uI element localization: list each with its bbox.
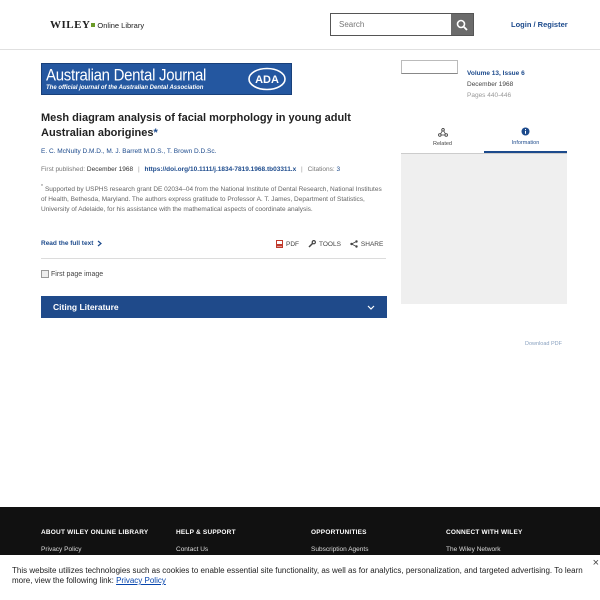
footer-heading: ABOUT WILEY ONLINE LIBRARY — [41, 529, 149, 536]
meta-separator: | — [301, 166, 303, 173]
logo-wiley-text: WILEY — [50, 19, 91, 31]
search-button[interactable] — [451, 14, 473, 35]
article-title — [41, 111, 386, 141]
meta-separator: | — [137, 166, 140, 173]
site-header — [0, 0, 600, 50]
login-register-link[interactable]: Login / Register — [511, 20, 568, 29]
article-tools — [276, 240, 383, 248]
ada-logo-icon — [247, 67, 287, 91]
journal-banner[interactable] — [41, 63, 292, 95]
first-published-label: First published: — [41, 166, 86, 173]
issue-info — [467, 68, 525, 101]
broken-image-icon — [41, 270, 49, 278]
author-list[interactable]: E. C. McNulty D.M.D., M. J. Barrett M.D.S., T. Brown D.D.Sc. — [41, 148, 217, 155]
pdf-icon — [276, 240, 283, 248]
search-input[interactable] — [331, 14, 451, 35]
journal-cover-image[interactable] — [401, 60, 458, 74]
wiley-online-library-logo[interactable] — [50, 19, 144, 31]
cookie-privacy-policy-link[interactable]: Privacy Policy — [116, 576, 166, 585]
share-icon — [350, 240, 358, 248]
cookie-banner-text: This website utilizes technologies such as cookies to enable essential site functionality, as well as for analytics, personalization, and targeted advertising. To learn more, view the following link: — [12, 566, 583, 585]
article-title-text: Mesh diagram analysis of facial morphology in young adult Australian aborigines — [41, 112, 351, 139]
footer-link-subscription-agents[interactable]: Subscription Agents — [311, 546, 369, 553]
first-published-date: December 1968 — [86, 166, 134, 173]
tab-related[interactable] — [401, 122, 484, 153]
volume-issue-link[interactable]: Volume 13, Issue 6 — [467, 70, 525, 77]
footer-heading: CONNECT WITH WILEY — [446, 529, 523, 536]
citing-literature-label: Citing Literature — [53, 302, 119, 312]
cookie-banner — [0, 555, 600, 600]
footer-heading: HELP & SUPPORT — [176, 529, 236, 536]
logo-dot-icon — [91, 23, 95, 27]
footer-column-opportunities — [311, 529, 368, 553]
search-box — [330, 13, 474, 36]
logo-online-library-text: Online Library — [97, 21, 145, 30]
journal-banner-subtitle: The official journal of the Australian Dental Association — [46, 85, 204, 91]
footer-link-contact-us[interactable]: Contact Us — [176, 546, 209, 553]
journal-banner-title: Australian Dental Journal — [46, 66, 207, 85]
article-footnote — [41, 182, 386, 215]
footnote-text: Supported by USPHS research grant DE 02034–04 from the National Institute of Dental Research, National Institutes of Health, Bethesda, Maryland. The authors express gratitude to Professor A. T. James, Department of Statistics, University of Adelaide, for his assistance with the mathematical aspects of coordinate analysis. — [41, 186, 382, 214]
wrench-icon — [308, 240, 316, 248]
pdf-button[interactable] — [276, 240, 299, 248]
search-icon — [456, 19, 468, 31]
issue-date: December 1968 — [467, 81, 514, 88]
sidebar-tabs — [401, 122, 567, 154]
chevron-right-icon — [97, 240, 102, 247]
ada-logo-text: ADA — [255, 74, 279, 86]
footer-column-about — [41, 529, 148, 553]
read-full-text-link[interactable] — [41, 240, 102, 247]
chevron-down-icon — [367, 305, 375, 310]
information-panel — [401, 154, 567, 304]
info-icon — [521, 127, 530, 136]
first-page-image-alt: First page image — [51, 270, 104, 278]
share-label: SHARE — [360, 240, 384, 248]
share-button[interactable] — [350, 240, 383, 248]
citations-label: Citations: — [307, 166, 335, 173]
footer-heading: OPPORTUNITIES — [311, 529, 367, 536]
related-network-icon — [438, 128, 448, 137]
footnote-marker: * — [41, 184, 43, 190]
close-icon[interactable]: × — [592, 557, 599, 569]
tab-information[interactable] — [484, 122, 567, 153]
first-page-image[interactable] — [41, 270, 103, 278]
citing-literature-toggle[interactable] — [41, 296, 387, 318]
footer-column-connect — [446, 529, 523, 553]
issue-pages: Pages 440-446 — [467, 92, 512, 99]
citations-count[interactable]: 3 — [336, 166, 341, 173]
title-footnote-marker[interactable]: * — [153, 127, 158, 139]
tab-information-label: Information — [511, 140, 540, 146]
tools-button[interactable] — [308, 240, 341, 248]
pdf-label: PDF — [286, 240, 299, 248]
publication-meta — [41, 166, 340, 173]
content-divider — [41, 258, 386, 259]
footer-link-wiley-network[interactable]: The Wiley Network — [446, 546, 501, 553]
tools-label: TOOLS — [319, 240, 341, 248]
read-full-text-label: Read the full text — [41, 240, 94, 247]
download-pdf-link[interactable]: Download PDF — [525, 341, 562, 347]
footer-link-privacy-policy[interactable]: Privacy Policy — [41, 546, 82, 553]
footer-column-help — [176, 529, 236, 553]
tab-related-label: Related — [433, 141, 452, 147]
doi-link[interactable]: https://doi.org/10.1111/j.1834-7819.1968.tb03311.x — [144, 166, 297, 173]
